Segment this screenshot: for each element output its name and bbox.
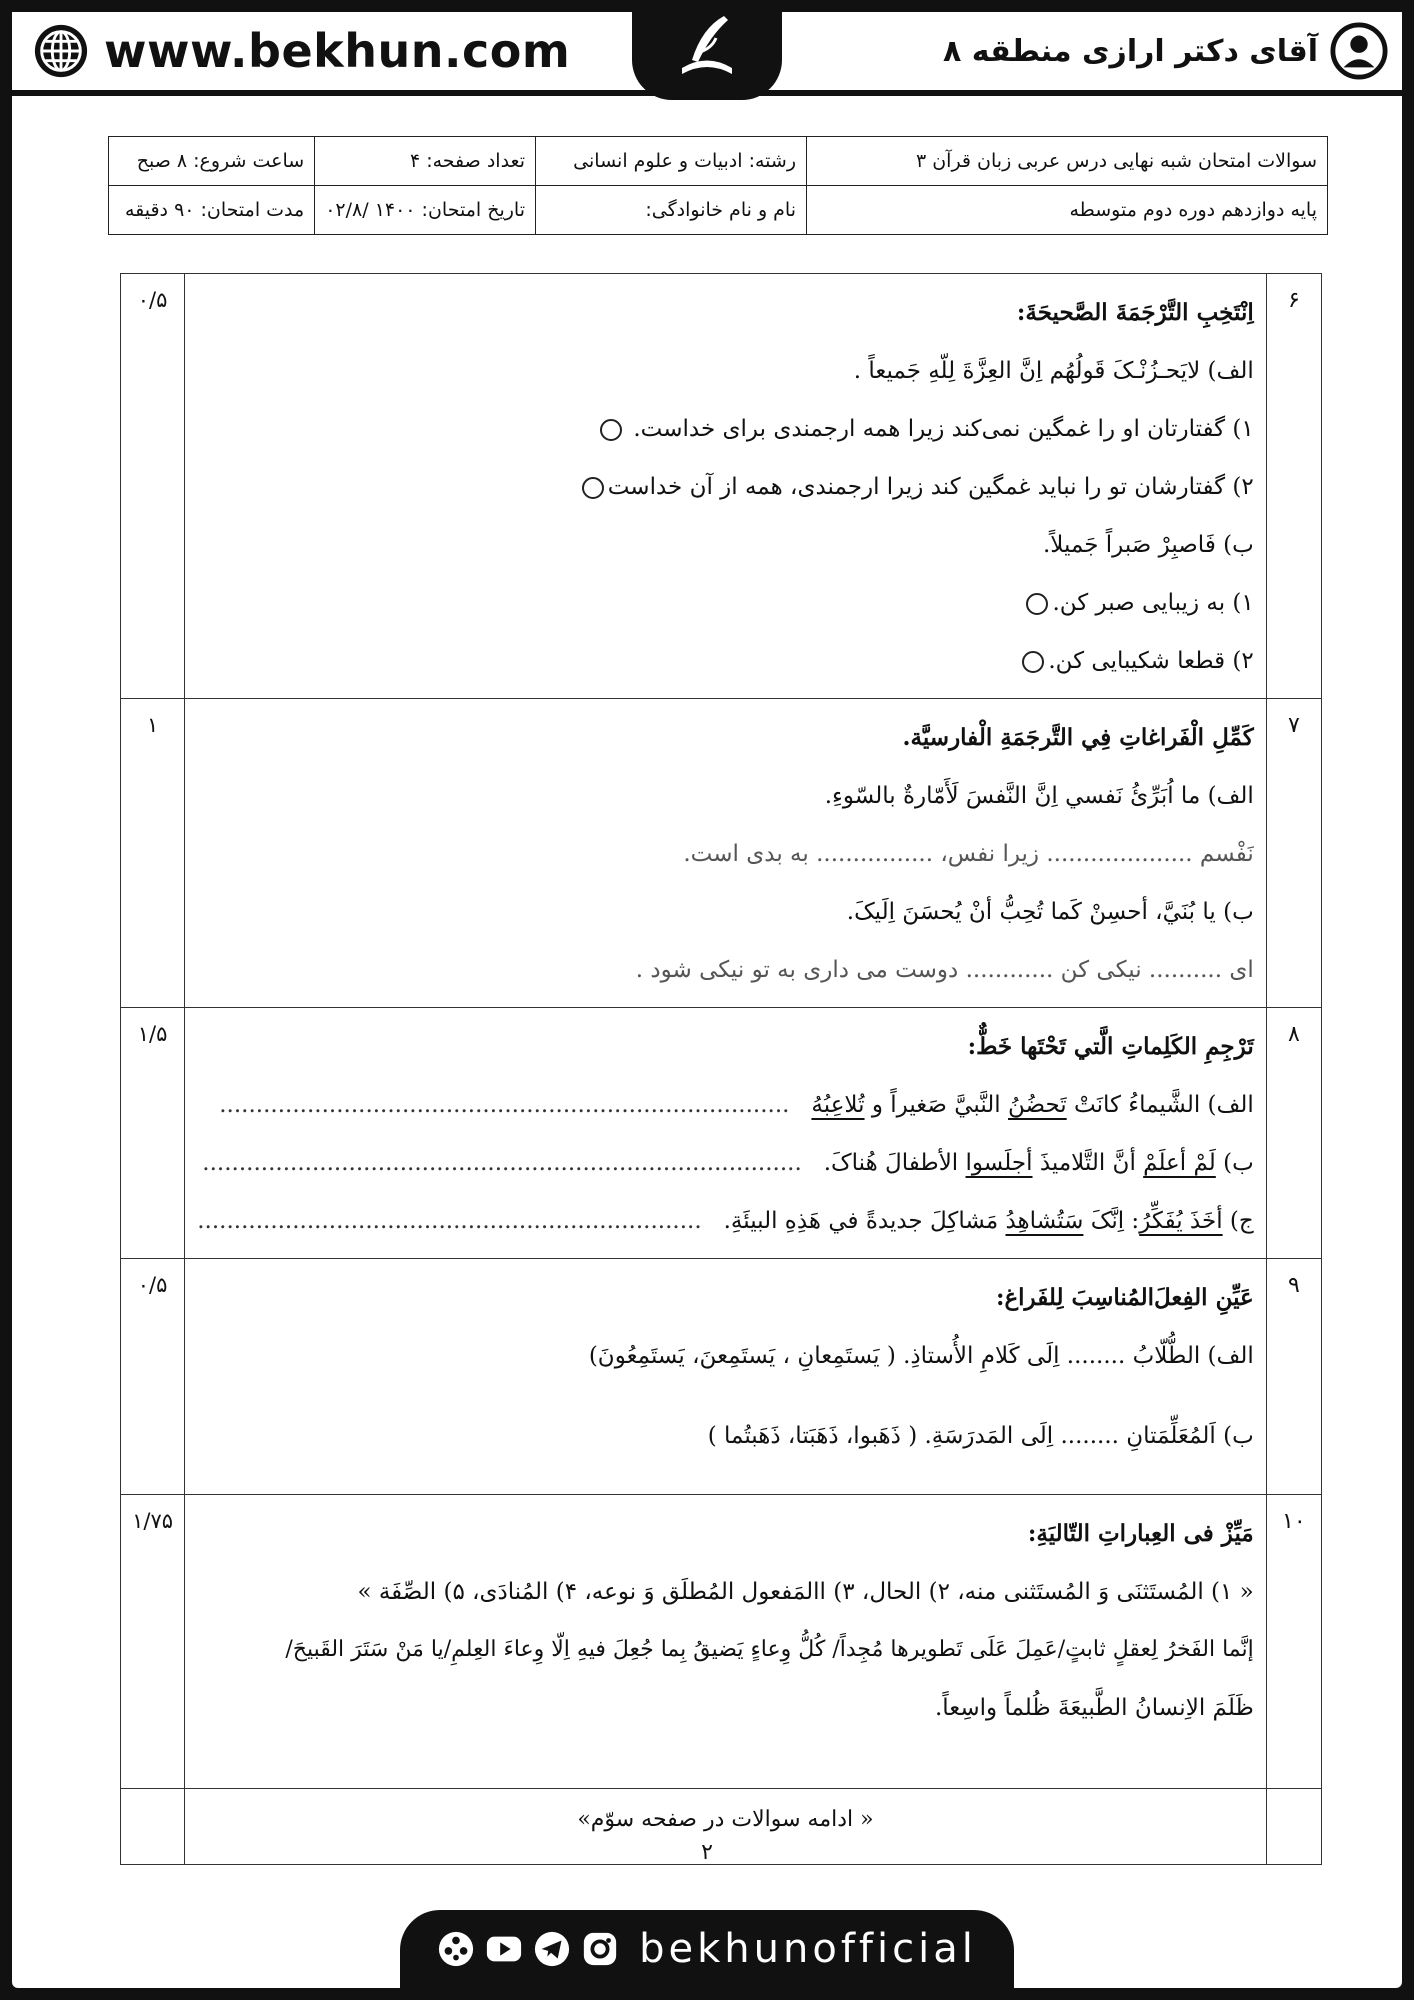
social-footer: [400, 1910, 1014, 1988]
text: ب): [1215, 1150, 1254, 1176]
continue-note: « ادامه سوالات در صفحه سوّم»: [185, 1789, 1267, 1865]
page-number: ۲: [701, 1840, 713, 1865]
exam-duration: مدت امتحان: ۹۰ دقیقه: [109, 186, 315, 235]
start-time: ساعت شروع: ۸ صبح: [109, 137, 315, 186]
question-9: [121, 1259, 1322, 1495]
radio-circle-icon[interactable]: [582, 477, 604, 499]
question-7: [121, 699, 1322, 1008]
question-number: ۹: [1266, 1259, 1321, 1495]
sentences-line-1: إنَّما الفَخرُ لِعقلٍ ثابتٍ/عَمِلَ عَلَی تَطویرها مُجِداً/ کُلُّ وِعاءٍ یَضیقُ بِما جُعِلَ فیهِ اِلّا وِعاءَ العِلمِ/یا مَنْ سَتَرَ القَبیحَ/: [285, 1637, 1254, 1662]
question-number: ۸: [1266, 1008, 1321, 1259]
translation-a-blank[interactable]: نَفْسم .................... زیرا نفس، ................ به بدی است.: [683, 841, 1254, 867]
underlined-word: أجلَسوا: [965, 1150, 1033, 1176]
exam-page: [12, 12, 1402, 1988]
underlined-word: سَتُشاهِدُ: [1005, 1208, 1084, 1234]
question-score: ۱/۷۵: [121, 1495, 185, 1789]
item-a: [197, 1076, 1254, 1134]
teacher-badge: [943, 20, 1388, 82]
option-text: ۲) قطعا شکیبایی کن.: [1048, 648, 1254, 674]
item-b: ب) اَلمُعَلِّمَتانِ ........ اِلَی المَدرَسَةِ. ( ذَهَبوا، ذَهَبَتا، ذَهَبتُما ): [707, 1423, 1254, 1449]
question-title: مَیِّزْ فی العِباراتِ التّالیَةِ:: [1027, 1520, 1254, 1547]
option-a1[interactable]: [197, 400, 1254, 458]
question-number: ۱۰: [1266, 1495, 1321, 1789]
question-number: ۶: [1266, 274, 1321, 699]
question-score: ۰/۵: [121, 1259, 185, 1495]
translation-b-blank[interactable]: ای .......... نیکی کن ............ دوست می داری به تو نیکی شود .: [635, 957, 1254, 983]
item-a: الف) ما اُبَرِّئُ نَفسي اِنَّ النَّفسَ لَأَمّارةٌ بالسّوءِ.: [824, 783, 1254, 809]
radio-circle-icon[interactable]: [600, 419, 622, 441]
question-body: [185, 1495, 1267, 1789]
film-reel-icon[interactable]: [437, 1930, 475, 1968]
teacher-name: آقای دکتر ارازی منطقه ۸: [943, 33, 1318, 69]
text: النَّبيَّ صَغیراً و: [864, 1092, 1008, 1118]
answer-blank[interactable]: ..............................................................................: [219, 1092, 790, 1118]
question-title: تَرْجِمِ الکَلِماتِ الَّتي تَحْتَها خَطٌّ:: [967, 1033, 1254, 1060]
youtube-icon[interactable]: [485, 1930, 523, 1968]
field: رشته: ادبیات و علوم انسانی: [536, 137, 807, 186]
option-text: ۱) به زیبایی صبر کن.: [1052, 590, 1254, 616]
text: : اِنَّکَ: [1083, 1208, 1140, 1234]
text: الأطفالَ هُناکَ.: [823, 1150, 966, 1176]
instagram-icon[interactable]: [581, 1930, 619, 1968]
item-b: ب) یا بُنَيَّ، أحسِنْ کَما تُحِبُّ أنْ یُحسَنَ اِلَیکَ.: [846, 899, 1254, 925]
user-icon: [1330, 22, 1388, 80]
question-title: عَیِّنِ الفِعلَ‌المُناسِبَ لِلفَراغ:: [995, 1284, 1254, 1311]
option-a2[interactable]: [197, 458, 1254, 516]
answer-blank[interactable]: ..................................................................................: [202, 1150, 802, 1176]
question-title: اِنْتَخِبِ التَّرْجَمَةَ الصَّحيحَةَ:: [1016, 299, 1254, 326]
site-url: www.bekhun.com: [104, 24, 571, 78]
item-b: ب) فَاصبِرْ صَبراً جَمیلاً.: [1042, 532, 1254, 558]
top-banner: [12, 12, 1402, 96]
underlined-word: تَحضُنُ: [1008, 1092, 1067, 1118]
question-body: [185, 1008, 1267, 1259]
telegram-icon[interactable]: [533, 1930, 571, 1968]
option-b1[interactable]: [197, 574, 1254, 632]
question-title: کَمِّلِ الْفَراغاتِ فِي التَّرجَمَةِ الْفارسيَّة.: [902, 724, 1254, 751]
text: الف) الشَّیماءُ کانَتْ: [1066, 1092, 1254, 1118]
question-body: [185, 1259, 1267, 1495]
text: أنَّ التَّلامیذَ: [1032, 1150, 1144, 1176]
question-8: [121, 1008, 1322, 1259]
globe-icon: [32, 22, 90, 80]
grade: پایه دوازدهم دوره دوم متوسطه: [807, 186, 1328, 235]
answer-blank[interactable]: .....................................................................: [197, 1208, 702, 1234]
question-score: ۱: [121, 699, 185, 1008]
underlined-word: تُلاعِبُهُ: [811, 1092, 865, 1118]
radio-circle-icon[interactable]: [1026, 593, 1048, 615]
text: ج): [1222, 1208, 1254, 1234]
question-body: [185, 699, 1267, 1008]
question-body: [185, 274, 1267, 699]
student-name-field: نام و نام خانوادگی:: [536, 186, 807, 235]
item-a: الف) لایَحـزُنْـکَ قَولُهُم اِنَّ العِزَّةَ لِلّهِ جَمیعاً .: [853, 358, 1254, 384]
logo: [632, 0, 782, 100]
sentences-line-2: ظَلَمَ الاِنسانُ الطَّبیعَةَ ظُلماً واسِعاً.: [934, 1695, 1254, 1721]
social-handle[interactable]: bekhunofficial: [639, 1926, 977, 1972]
questions-table: [120, 273, 1322, 1865]
question-number: ۷: [1266, 699, 1321, 1008]
exam-date: تاریخ امتحان: ۱۴۰۰ /۰۲/۸: [315, 186, 536, 235]
option-b2[interactable]: [197, 632, 1254, 690]
item-a: الف) الطُّلّابُ ........ اِلَی کَلامِ الأُستاذِ. ( یَستَمِعانِ ، یَستَمِعنَ، یَستَمِعُونَ): [588, 1343, 1254, 1369]
radio-circle-icon[interactable]: [1022, 651, 1044, 673]
exam-info-table: [108, 136, 1328, 235]
site-link[interactable]: [32, 20, 570, 82]
question-6: [121, 274, 1322, 699]
question-score: ۰/۵: [121, 274, 185, 699]
item-c: [197, 1192, 1254, 1250]
text: مَشاکِلَ جدیدةً في هَذِهِ البیئَةِ.: [723, 1208, 1006, 1234]
question-10: [121, 1495, 1322, 1789]
exam-title: سوالات امتحان شبه نهایی درس عربی زبان قرآن ۳: [807, 137, 1328, 186]
underlined-word: أخَذَ یُفَکِّرُ: [1139, 1208, 1223, 1234]
option-text: ۲) گفتارشان تو را نباید غمگین کند زیرا ارجمندی، همه از آن خداست: [607, 474, 1254, 500]
option-text: ۱) گفتارتان او را غمگین نمی‌کند زیرا همه ارجمندی برای خداست.: [633, 416, 1254, 442]
question-score: ۱/۵: [121, 1008, 185, 1259]
underlined-word: لَمْ أعلَمْ: [1143, 1150, 1216, 1176]
page-count: تعداد صفحه: ۴: [315, 137, 536, 186]
item-b: [197, 1134, 1254, 1192]
options-list: « ۱) المُستَثنَی وَ المُستَثنی منه، ۲) الحال، ۳) االمَفعول المُطلَق وَ نوعه، ۴) المُنادَی، ۵) الصِّفَة »: [357, 1579, 1254, 1605]
book-pen-logo-icon: [672, 8, 742, 88]
